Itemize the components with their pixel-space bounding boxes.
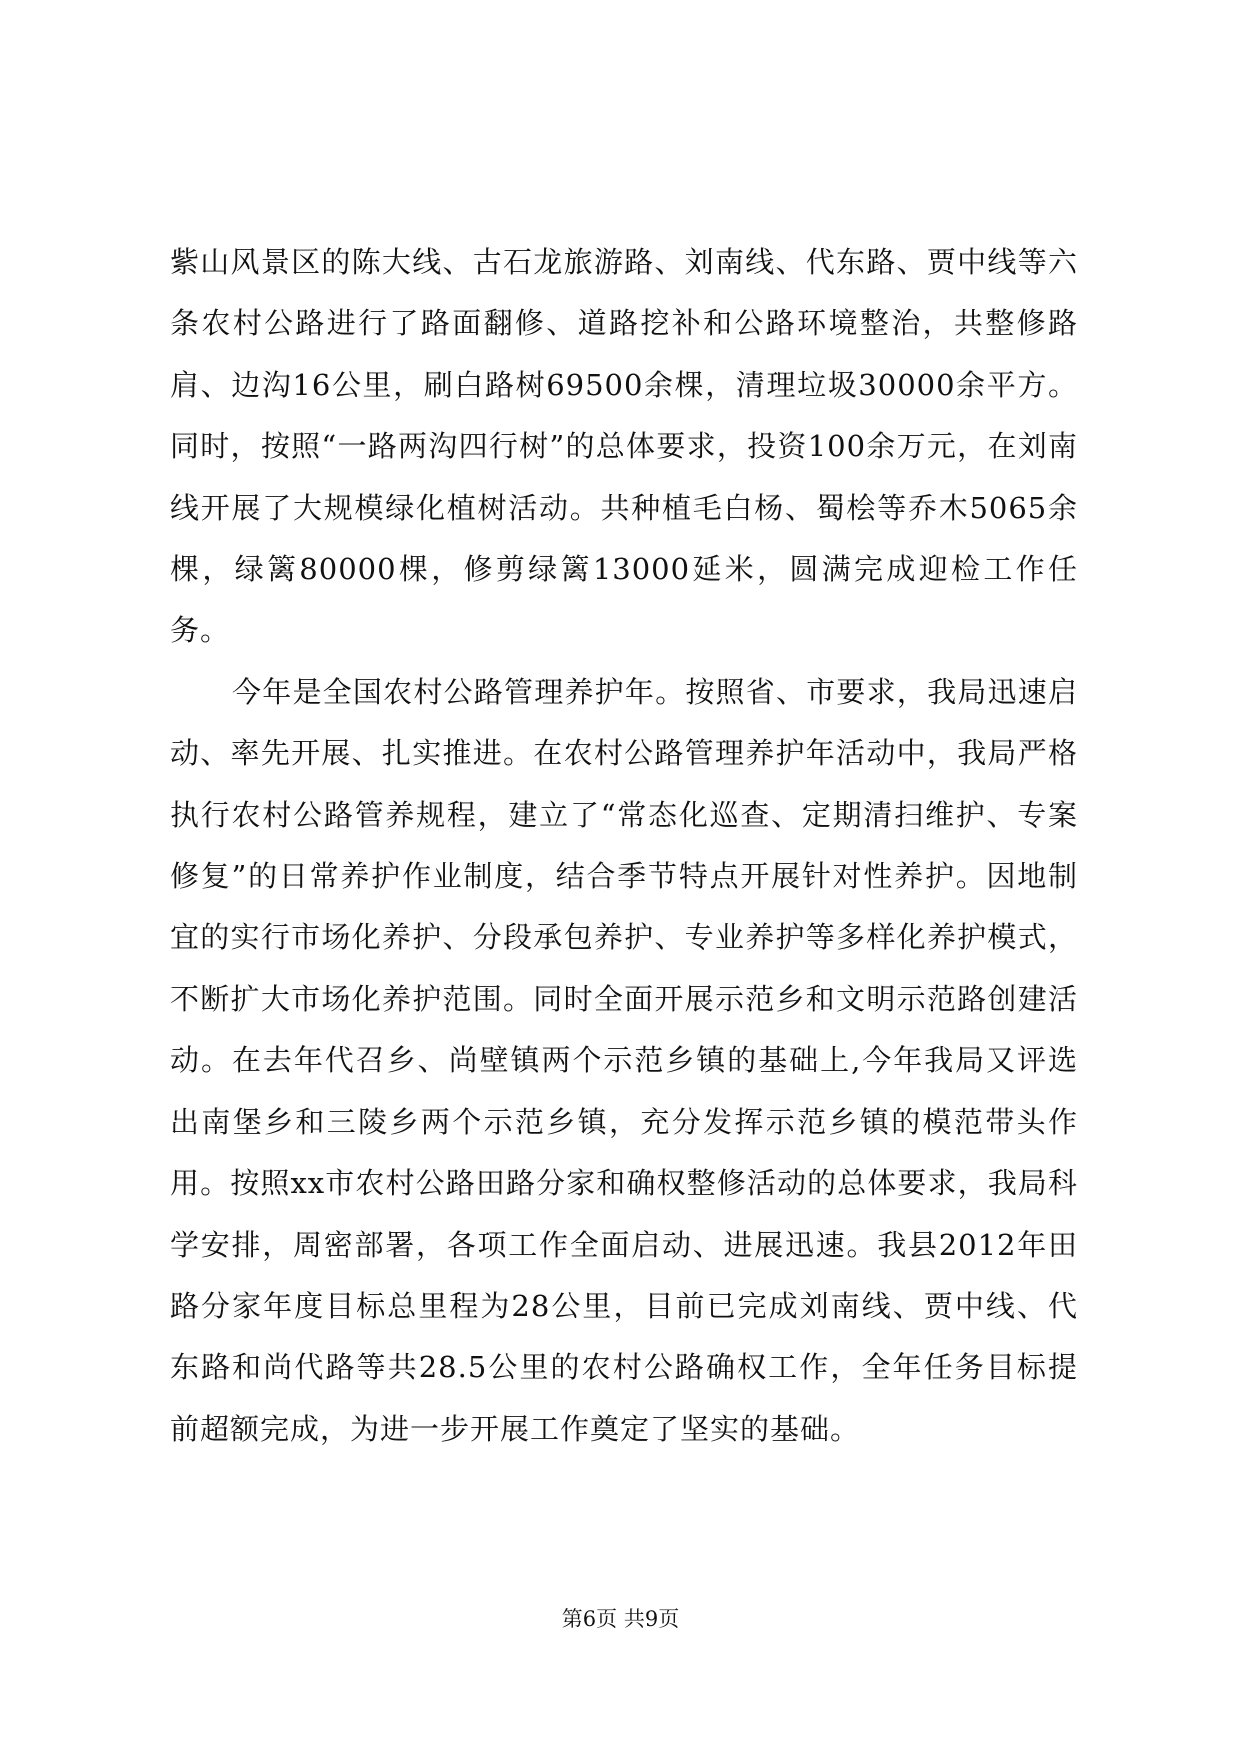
- document-body: [170, 232, 1078, 1460]
- paragraph-continued: 紫山风景区的陈大线、古石龙旅游路、刘南线、代东路、贾中线等六条农村公路进行了路面翻修、道路挖补和公路环境整治，共整修路肩、边沟16公里，刷白路树69500余棵，清理垃圾30000余平方。同时，按照“一路两沟四行树”的总体要求，投资100余万元，在刘南线开展了大规模绿化植树活动。共种植毛白杨、蜀桧等乔木5065余棵，绿篱80000棵，修剪绿篱13000延米，圆满完成迎检工作任务。: [170, 245, 1078, 648]
- paragraph-maintenance-year: 今年是全国农村公路管理养护年。按照省、市要求，我局迅速启动、率先开展、扎实推进。在农村公路管理养护年活动中，我局严格执行农村公路管养规程，建立了“常态化巡查、定期清扫维护、专案修复”的日常养护作业制度，结合季节特点开展针对性养护。因地制宜的实行市场化养护、分段承包养护、专业养护等多样化养护模式，不断扩大市场化养护范围。同时全面开展示范乡和文明示范路创建活动。在去年代召乡、尚壁镇两个示范乡镇的基础上,今年我局又评选出南堡乡和三陵乡两个示范乡镇，充分发挥示范乡镇的模范带头作用。按照xx市农村公路田路分家和确权整修活动的总体要求，我局科学安排，周密部署，各项工作全面启动、进展迅速。我县2012年田路分家年度目标总里程为28公里，目前已完成刘南线、贾中线、代东路和尚代路等共28.5公里的农村公路确权工作，全年任务目标提前超额完成，为进一步开展工作奠定了坚实的基础。: [170, 674, 1078, 1446]
- page-number-footer: 第6页 共9页: [561, 1607, 680, 1631]
